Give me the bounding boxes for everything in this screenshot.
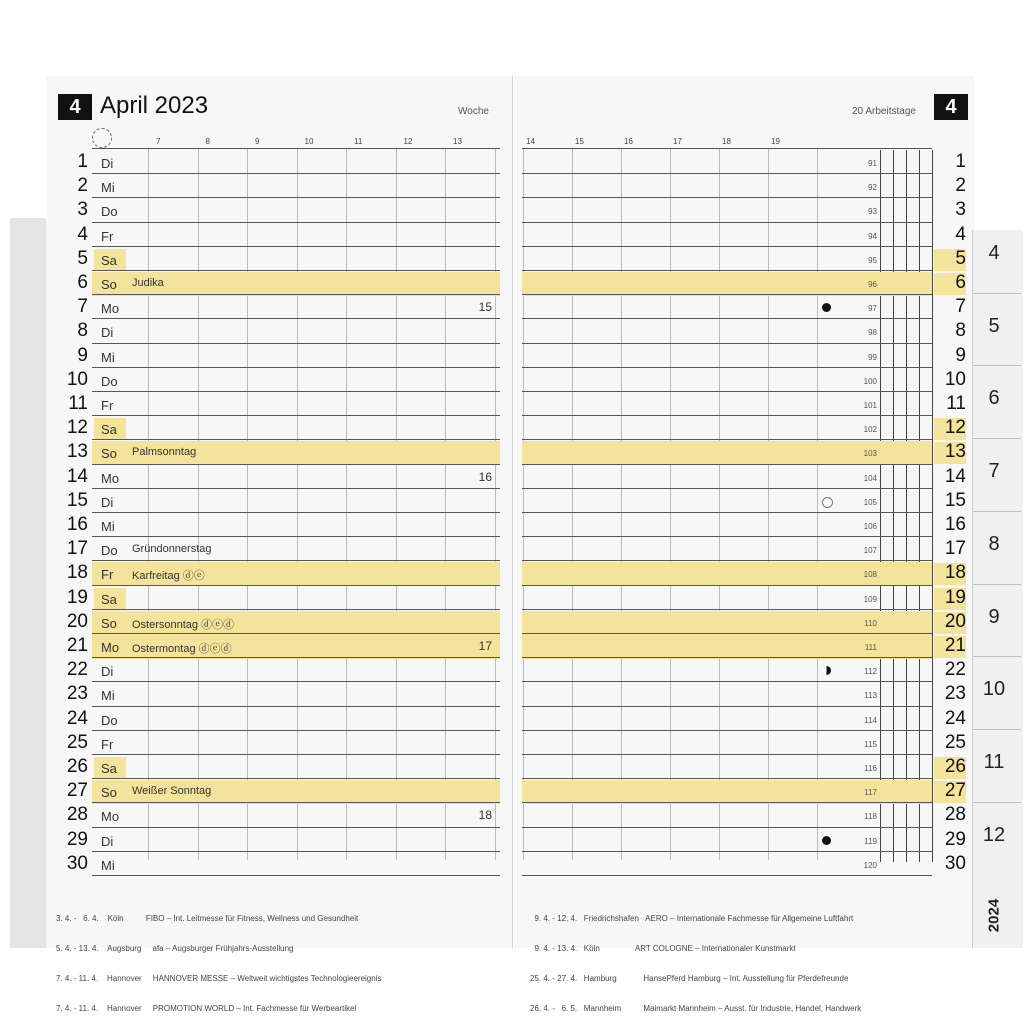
day-number: 22: [66, 659, 88, 681]
hour-label: 17: [673, 137, 682, 146]
day-of-year: 104: [863, 473, 877, 483]
hour-label: 8: [205, 137, 210, 146]
day-number: 15: [66, 489, 88, 511]
day-of-year: 93: [868, 207, 877, 217]
day-of-year: 115: [864, 739, 877, 749]
day-of-year: 106: [863, 522, 877, 531]
row-line-right: [522, 464, 932, 465]
tab-separator: [973, 584, 1021, 585]
day-number: 12: [66, 417, 88, 439]
weekday-name: Mo: [101, 470, 120, 486]
month-tab[interactable]: 4: [988, 242, 1000, 264]
day-number-right: 23: [944, 683, 966, 705]
check-column-line: [893, 150, 894, 862]
holiday-name: Karfreitag ⓓⓔ: [132, 570, 205, 583]
day-number-right: 11: [946, 393, 966, 414]
row-line-right: [522, 609, 932, 610]
calendar-week-number: 16: [478, 469, 492, 484]
day-number: 23: [66, 683, 88, 705]
row-line-right: [522, 827, 932, 828]
day-of-year: 107: [863, 546, 877, 556]
workdays-label: 20 Arbeitstage: [852, 106, 916, 117]
day-number-right: 10: [944, 368, 966, 390]
day-number: 18: [66, 562, 88, 584]
year-tab[interactable]: [980, 895, 1008, 939]
weekday-name: Di: [101, 325, 114, 341]
hour-label: 12: [403, 137, 413, 146]
row-line-right: [522, 439, 932, 440]
row-line-right: [522, 730, 932, 731]
row-line-left: [92, 343, 500, 344]
fair-line: 26. 4. - 6. 5. Mannheim Maimarkt Mannheim – Ausst. für Industrie, Handel, Handwerk: [530, 1004, 862, 1013]
day-number: 7: [77, 296, 88, 318]
row-line-right: [522, 585, 932, 586]
day-number: 30: [66, 852, 88, 874]
row-line-left: [92, 827, 500, 828]
row-line-left: [92, 367, 500, 368]
month-tab[interactable]: 9: [988, 605, 1000, 628]
month-tab[interactable]: 6: [988, 387, 1000, 410]
left-cover-edge: [10, 218, 50, 948]
hour-label: 7: [156, 137, 161, 146]
row-line-right: [522, 270, 932, 271]
row-line-left: [92, 778, 500, 779]
row-line-right: [522, 778, 932, 779]
weekday-name: Sa: [101, 761, 117, 776]
row-line-right: [522, 706, 932, 707]
row-line-right: [522, 560, 932, 561]
day-of-year: 114: [864, 715, 877, 725]
row-line-right: [522, 875, 932, 876]
day-of-year: 98: [868, 328, 877, 338]
hour-label: 11: [354, 137, 363, 146]
row-line-right: [522, 633, 932, 634]
weekday-name: Fr: [101, 398, 114, 413]
day-of-year: 109: [863, 594, 877, 604]
month-tab[interactable]: 8: [988, 532, 1000, 555]
tab-separator: [973, 438, 1021, 439]
day-number-right: 2: [955, 175, 966, 197]
weekday-name: Do: [101, 373, 118, 389]
moon-phase-icon: [822, 836, 831, 845]
holiday-name: Weißer Sonntag: [132, 785, 212, 798]
tab-separator: [973, 729, 1021, 730]
day-number-right: 15: [944, 489, 966, 511]
day-number-right: 13: [944, 441, 966, 463]
weekday-name: Fr: [101, 228, 114, 244]
moon-phase-icon: [822, 497, 833, 508]
day-number: 28: [66, 804, 88, 826]
day-number-right: 6: [955, 272, 966, 293]
weekday-name: Di: [101, 664, 114, 680]
row-line-right: [522, 294, 932, 295]
fair-line: 3. 4. - 6. 4. Köln FIBO – Int. Leitmesse für Fitness, Wellness und Gesundheit: [56, 914, 359, 923]
weekday-name: Sa: [101, 252, 117, 268]
day-number: 24: [66, 707, 88, 729]
weekday-name: Mo: [101, 809, 120, 825]
day-number-right: 21: [944, 635, 966, 656]
day-number: 14: [66, 465, 88, 487]
weekday-name: So: [101, 615, 117, 631]
day-of-year: 91: [868, 159, 877, 168]
day-of-year: 95: [868, 255, 877, 265]
day-number-right: 25: [944, 731, 966, 753]
check-column-line: [880, 150, 881, 862]
tab-separator: [973, 656, 1021, 657]
check-column-line: [906, 150, 907, 862]
weekday-name: Do: [101, 543, 118, 559]
row-line-right: [522, 197, 932, 198]
month-tab[interactable]: 11: [983, 750, 1005, 773]
holiday-name: Palmsonntag: [132, 446, 197, 459]
row-line-right: [522, 512, 932, 513]
row-line-left: [92, 318, 500, 319]
day-of-year: 110: [864, 618, 877, 628]
holiday-name: Ostermontag ⓓⓔⓓ: [132, 643, 232, 655]
row-line-right: [522, 802, 932, 803]
day-number-right: 9: [955, 344, 966, 366]
day-number-right: 1: [955, 151, 966, 172]
header-line: [522, 148, 932, 149]
weekday-name: Mi: [101, 180, 115, 196]
row-line-left: [92, 875, 500, 876]
hour-label: 9: [255, 137, 260, 146]
tab-separator: [973, 802, 1021, 803]
day-number-right: 12: [944, 417, 966, 439]
month-tab[interactable]: 5: [988, 314, 1000, 337]
day-of-year: 113: [864, 691, 877, 701]
row-line-left: [92, 173, 500, 174]
weekday-name: Di: [101, 833, 114, 849]
row-line-left: [92, 270, 500, 271]
row-line-right: [522, 173, 932, 174]
hour-label: 18: [722, 137, 731, 146]
day-number: 19: [66, 586, 88, 608]
weekday-name: Fr: [101, 567, 114, 583]
weekday-name: Mo: [101, 301, 120, 317]
day-of-year: 105: [863, 497, 877, 507]
weekday-name: Mi: [101, 519, 115, 534]
weekday-name: Do: [101, 204, 118, 220]
row-line-right: [522, 754, 932, 755]
row-line-left: [92, 802, 500, 803]
row-line-right: [522, 318, 932, 319]
row-line-left: [92, 464, 500, 465]
row-line-left: [92, 294, 500, 295]
day-number-right: 24: [944, 707, 966, 729]
row-line-right: [522, 391, 932, 392]
day-of-year: 92: [868, 183, 877, 193]
fair-line: 7. 4. - 11. 4. Hannover PROMOTION WORLD – Int. Fachmesse für Werbeartikel: [56, 1004, 357, 1013]
weekday-name: Mo: [101, 640, 120, 655]
weekday-name: Mi: [101, 688, 115, 704]
calendar-week-number: 17: [478, 639, 492, 653]
hour-label: 16: [624, 137, 633, 146]
hour-label: 19: [771, 137, 780, 146]
month-tab[interactable]: 12: [982, 823, 1006, 846]
day-of-year: 118: [864, 812, 877, 822]
row-line-right: [522, 343, 932, 344]
day-number-right: 28: [944, 804, 966, 826]
row-line-left: [92, 851, 500, 852]
day-of-year: 103: [863, 449, 877, 459]
row-line-left: [92, 415, 500, 416]
fair-line: 5. 4. - 13. 4. Augsburg afa – Augsburger Frühjahrs-Ausstellung: [56, 944, 294, 953]
row-line-left: [92, 754, 500, 755]
day-of-year: 119: [864, 836, 877, 846]
day-number-right: 22: [944, 659, 966, 681]
row-line-left: [92, 633, 500, 634]
day-of-year: 96: [868, 280, 877, 289]
day-of-year: 112: [864, 667, 877, 677]
row-line-right: [522, 246, 932, 247]
row-line-left: [92, 512, 500, 513]
day-of-year: 117: [864, 788, 877, 798]
day-number-right: 19: [944, 586, 966, 608]
month-number-badge-left: 4: [58, 94, 92, 120]
row-line-right: [522, 851, 932, 852]
hour-label: 14: [526, 137, 535, 146]
day-of-year: 111: [864, 643, 877, 652]
tab-separator: [973, 293, 1021, 294]
row-line-left: [92, 657, 500, 658]
day-number-right: 16: [944, 514, 966, 535]
day-number-right: 4: [955, 223, 966, 245]
day-number-right: 27: [944, 780, 966, 802]
header-line: [92, 148, 500, 149]
tab-separator: [973, 365, 1021, 366]
day-of-year: 97: [868, 304, 877, 314]
hour-label: 15: [575, 137, 584, 146]
row-line-right: [522, 367, 932, 368]
day-number: 8: [77, 320, 88, 342]
row-line-right: [522, 415, 932, 416]
calendar-week-number: 15: [478, 300, 492, 315]
row-line-left: [92, 730, 500, 731]
day-number-right: 20: [944, 610, 966, 632]
weekday-name: Sa: [101, 591, 117, 607]
day-number-right: 30: [944, 852, 966, 874]
day-number: 2: [77, 175, 88, 197]
day-of-year: 102: [863, 425, 877, 435]
day-number: 25: [66, 731, 88, 753]
clock-icon: [92, 128, 112, 148]
day-number-right: 14: [944, 465, 966, 487]
trade-fairs-right: [530, 894, 861, 1024]
weekday-name: Di: [101, 494, 114, 510]
page-title: April 2023: [100, 92, 209, 119]
weekday-name: Mi: [101, 857, 115, 873]
row-line-right: [522, 657, 932, 658]
year-tab-label: 2024: [985, 898, 1003, 933]
day-of-year: 94: [868, 231, 877, 241]
row-line-left: [92, 488, 500, 489]
day-number: 27: [66, 780, 88, 802]
hour-label: 13: [453, 137, 462, 146]
row-line-left: [92, 246, 500, 247]
month-tab[interactable]: 10: [982, 678, 1006, 701]
day-number: 16: [66, 514, 88, 535]
row-line-left: [92, 706, 500, 707]
row-line-left: [92, 585, 500, 586]
weekday-name: Sa: [101, 422, 117, 438]
day-of-year: 99: [868, 352, 877, 362]
day-number: 4: [77, 223, 88, 245]
row-line-right: [522, 536, 932, 537]
holiday-name: Gründonnerstag: [132, 543, 212, 556]
row-line-left: [92, 391, 500, 392]
hour-label: 10: [304, 137, 314, 146]
day-number: 5: [77, 247, 88, 269]
calendar-week-number: 18: [478, 808, 492, 823]
day-number-right: 26: [944, 756, 966, 777]
row-line-right: [522, 488, 932, 489]
row-line-left: [92, 560, 500, 561]
weekday-name: So: [101, 446, 117, 462]
fair-line: 7. 4. - 11. 4. Hannover HANNOVER MESSE – Weltweit wichtigstes Technologieereignis: [56, 974, 382, 983]
day-number: 26: [66, 756, 88, 777]
tab-separator: [973, 511, 1021, 512]
weekday-name: So: [101, 277, 117, 292]
day-number-right: 8: [955, 320, 966, 342]
day-number: 6: [77, 272, 88, 293]
day-number: 17: [66, 538, 88, 560]
day-number-right: 29: [944, 828, 966, 850]
day-number-right: 3: [955, 199, 966, 221]
row-line-right: [522, 681, 932, 682]
day-number: 10: [66, 368, 88, 390]
day-number-right: 17: [944, 538, 966, 560]
fair-line: 9. 4. - 13. 4. Köln ART COLOGNE – Internationaler Kunstmarkt: [530, 944, 796, 953]
fair-line: 25. 4. - 27. 4. Hamburg HansePferd Hamburg – Int. Ausstellung für Pferdefreunde: [530, 974, 849, 983]
row-line-left: [92, 197, 500, 198]
row-line-right: [522, 222, 932, 223]
month-number-badge-right: 4: [934, 94, 968, 120]
day-number: 13: [66, 441, 88, 463]
weekday-name: Mi: [101, 349, 115, 365]
day-of-year: 108: [863, 570, 877, 580]
holiday-name: Ostersonntag ⓓⓔⓓ: [132, 618, 235, 631]
day-number-right: 5: [955, 247, 966, 269]
day-number-right: 7: [955, 296, 966, 318]
row-line-left: [92, 222, 500, 223]
day-number-right: 18: [944, 562, 966, 584]
day-number: 21: [66, 635, 88, 656]
weekday-name: Do: [101, 712, 118, 728]
day-number: 1: [77, 151, 88, 172]
month-tab[interactable]: 7: [988, 460, 1000, 483]
check-column-line: [919, 150, 920, 862]
day-number: 20: [66, 610, 88, 632]
row-line-left: [92, 609, 500, 610]
weekday-name: Fr: [101, 736, 114, 752]
holiday-name: Judika: [132, 277, 164, 289]
day-of-year: 101: [863, 401, 877, 410]
weekday-name: Di: [101, 156, 114, 171]
day-number: 9: [77, 344, 88, 366]
weekday-name: So: [101, 785, 117, 801]
check-column-line: [932, 150, 933, 862]
day-number: 29: [66, 828, 88, 850]
row-line-left: [92, 681, 500, 682]
day-number: 3: [77, 199, 88, 221]
day-of-year: 100: [863, 376, 877, 386]
row-line-left: [92, 439, 500, 440]
fair-line: 9. 4. - 12. 4. Friedrichshafen AERO – Internationale Fachmesse für Allgemeine Luftfahrt: [530, 914, 854, 923]
week-label: Woche: [458, 106, 489, 117]
trade-fairs-left: [56, 894, 381, 1024]
day-of-year: 120: [863, 860, 877, 870]
row-line-left: [92, 536, 500, 537]
day-number: 11: [68, 393, 88, 414]
day-of-year: 116: [864, 764, 877, 773]
